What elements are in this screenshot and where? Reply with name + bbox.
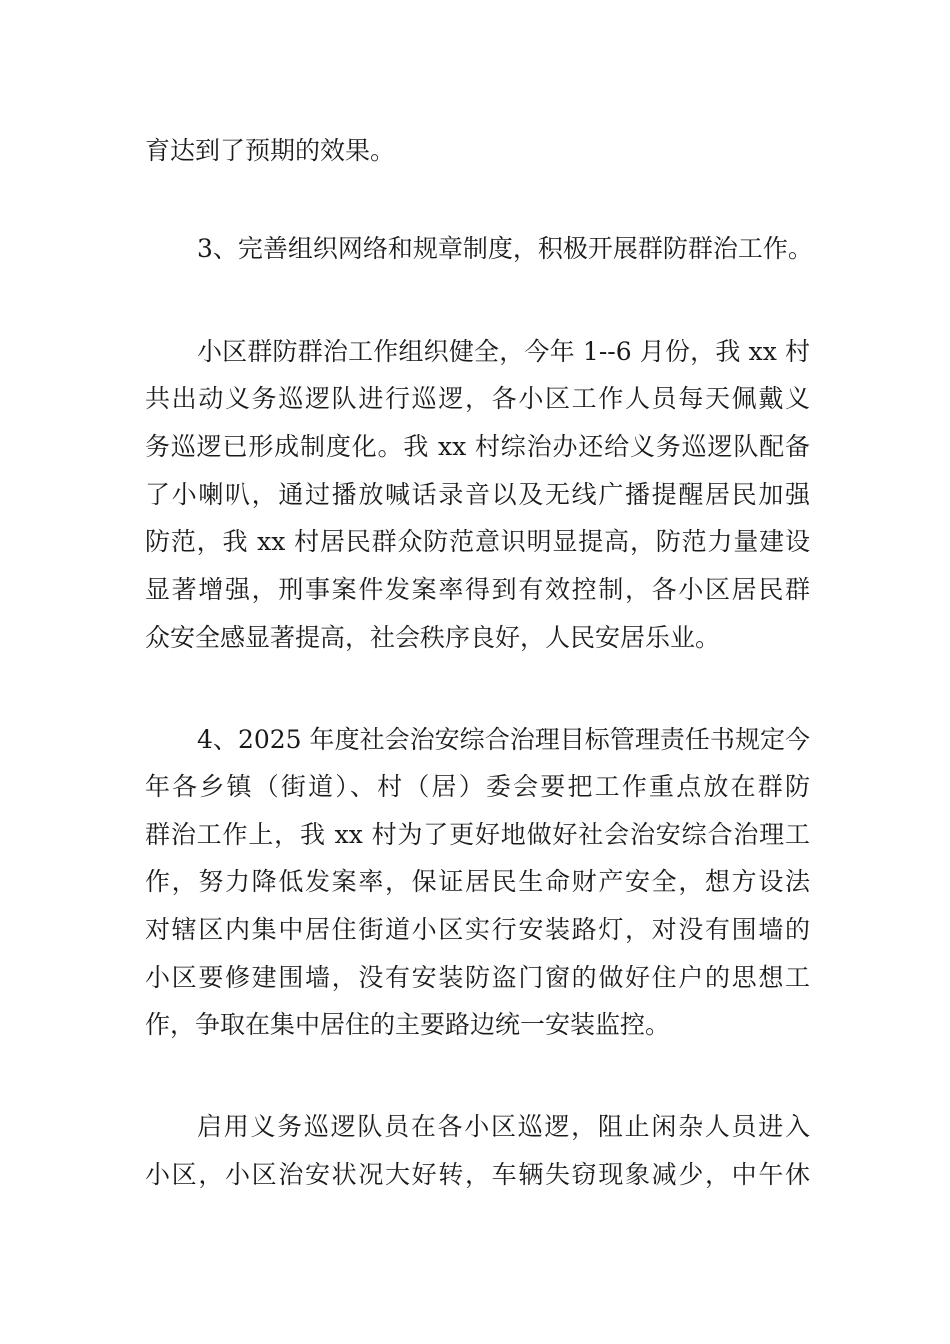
paragraph-2-line-7: 众安全感显著提高，社会秩序良好，人民安居乐业。: [145, 623, 721, 652]
paragraph-2-line-4: 了小喇叭，通过播放喊话录音以及无线广播提醒居民加强: [145, 480, 810, 509]
paragraph-2-line-5: 防范，我 xx 村居民群众防范意识明显提高，防范力量建设: [145, 527, 810, 556]
paragraph-3-line-1: 4、2025 年度社会治安综合治理目标管理责任书规定今: [197, 725, 810, 754]
paragraph-2-line-3: 务巡逻已形成制度化。我 xx 村综治办还给义务巡逻队配备: [145, 432, 810, 461]
paragraph-2-line-2: 共出动义务巡逻队进行巡逻，各小区工作人员每天佩戴义: [145, 384, 810, 413]
paragraph-4-line-1: 启用义务巡逻队员在各小区巡逻，阻止闲杂人员进入: [197, 1112, 810, 1141]
paragraph-2-line-6: 显著增强，刑事案件发案率得到有效控制，各小区居民群: [145, 575, 810, 604]
paragraph-3-line-6: 小区要修建围墙，没有安装防盗门窗的做好住户的思想工: [145, 963, 810, 992]
paragraph-1-line-1: 育达到了预期的效果。: [145, 136, 396, 165]
heading-3: 3、完善组织网络和规章制度，积极开展群防群治工作。: [197, 234, 813, 263]
paragraph-2-line-1: 小区群防群治工作组织健全，今年 1--6 月份，我 xx 村: [197, 337, 810, 366]
paragraph-3-line-3: 群治工作上，我 xx 村为了更好地做好社会治安综合治理工: [145, 820, 810, 849]
paragraph-3-line-4: 作，努力降低发案率，保证居民生命财产安全，想方设法: [145, 867, 810, 896]
paragraph-3-line-7: 作，争取在集中居住的主要路边统一安装监控。: [145, 1010, 671, 1039]
paragraph-3-line-5: 对辖区内集中居住街道小区实行安装路灯，对没有围墙的: [145, 915, 810, 944]
paragraph-4-line-2: 小区，小区治安状况大好转，车辆失窃现象减少，中午休: [145, 1160, 810, 1189]
paragraph-3-line-2: 年各乡镇（街道）、村（居）委会要把工作重点放在群防: [145, 772, 810, 801]
